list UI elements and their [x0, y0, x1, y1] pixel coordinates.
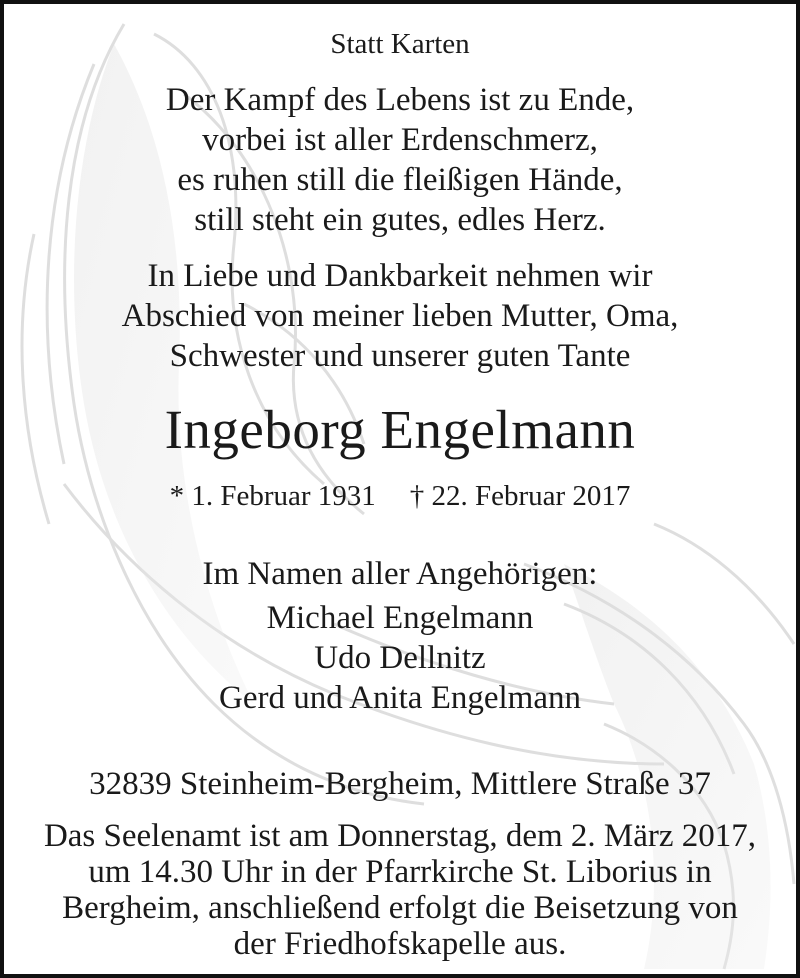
death-date: † 22. Februar 2017 — [409, 480, 631, 512]
notice-line: Bergheim, anschließend erfolgt die Beisetzung von — [62, 890, 738, 926]
poem-line: still steht ein gutes, edles Herz. — [194, 202, 606, 238]
mourners-heading: Im Namen aller Angehörigen: — [202, 556, 598, 592]
service-notice — [4, 818, 796, 962]
poem-line: vorbei ist aller Erdenschmerz, — [202, 122, 598, 158]
farewell-intro — [4, 256, 796, 376]
poem — [4, 80, 796, 240]
birth-date: * 1. Februar 1931 — [169, 480, 376, 512]
statt-karten-label: Statt Karten — [330, 28, 470, 60]
mourner-name: Michael Engelmann — [266, 600, 534, 636]
poem-line: Der Kampf des Lebens ist zu Ende, — [165, 82, 635, 118]
intro-line: Schwester und unserer guten Tante — [169, 338, 631, 374]
deceased-name: Ingeborg Engelmann — [164, 399, 636, 460]
mourners-list — [4, 598, 796, 718]
family-address: 32839 Steinheim-Bergheim, Mittlere Straße 37 — [89, 766, 711, 802]
notice-line: Das Seelenamt ist am Donnerstag, dem 2. März 2017, — [43, 818, 757, 854]
intro-line: In Liebe und Dankbarkeit nehmen wir — [147, 258, 653, 294]
notice-line: der Friedhofskapelle aus. — [233, 926, 567, 962]
life-dates — [4, 478, 796, 514]
intro-line: Abschied von meiner lieben Mutter, Oma, — [121, 298, 679, 334]
mourner-name: Udo Dellnitz — [314, 640, 486, 676]
mourner-name: Gerd und Anita Engelmann — [218, 680, 581, 716]
notice-line: um 14.30 Uhr in der Pfarrkirche St. Liborius in — [88, 854, 712, 890]
poem-line: es ruhen still die fleißigen Hände, — [177, 162, 623, 198]
